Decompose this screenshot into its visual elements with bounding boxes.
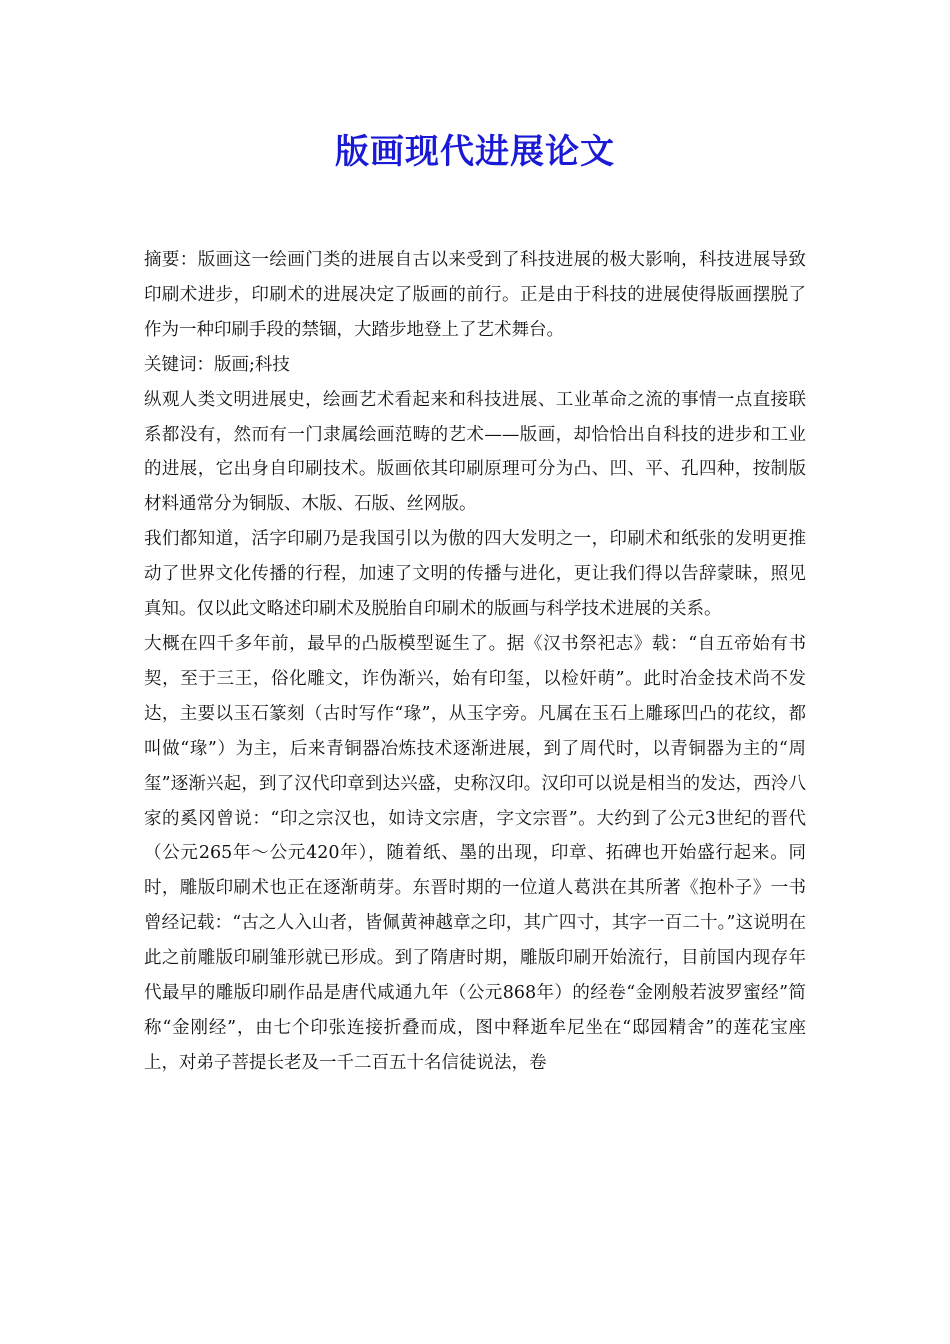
body-paragraph-printing: 我们都知道，活字印刷乃是我国引以为傲的四大发明之一，印刷术和纸张的发明更推动了世界文化传播的行程，加速了文明的传播与进化，更让我们得以告辞蒙昧，照见真知。仅以此文略述印刷术及脱胎自印刷术的版画与科学技术进展的关系。 xyxy=(144,529,806,620)
document-body xyxy=(144,243,806,1081)
body-paragraph-history: 大概在四千多年前，最早的凸版模型诞生了。据《汉书祭祀志》载：“自五帝始有书契，至于三王，俗化雕文，诈伪渐兴，始有印玺，以检奸萌”。此时冶金技术尚不发达，主要以玉石篆刻（古时写作“瑑”，从玉字旁。凡属在玉石上雕琢凹凸的花纹，都叫做“瑑”）为主，后来青铜器冶炼技术逐渐进展，到了周代时，以青铜器为主的“周玺”逐渐兴起，到了汉代印章到达兴盛，史称汉印。汉印可以说是相当的发达，西泠八家的奚冈曾说：“印之宗汉也，如诗文宗唐，字文宗晋”。大约到了公元3世纪的晋代（公元265年～公元420年），随着纸、墨的出现，印章、拓碑也开始盛行起来。同时，雕版印刷术也正在逐渐萌芽。东晋时期的一位道人葛洪在其所著《抱朴子》一书曾经记载：“古之人入山者，皆佩黄神越章之印，其广四寸，其字一百二十。”这说明在此之前雕版印刷雏形就已形成。到了隋唐时期，雕版印刷开始流行，目前国内现存年代最早的雕版印刷作品是唐代咸通九年（公元868年）的经卷“金刚般若波罗蜜经”简称“金刚经”，由七个印张连接折叠而成，图中释逝牟尼坐在“邸园精舍”的莲花宝座上，对弟子菩提长老及一千二百五十名信徒说法，卷 xyxy=(144,633,806,1073)
body-paragraph-intro: 纵观人类文明进展史，绘画艺术看起来和科技进展、工业革命之流的事情一点直接联系都没有，然而有一门隶属绘画范畴的艺术——版画，却恰恰出自科技的进步和工业的进展，它出身自印刷技术。版画依其印刷原理可分为凸、凹、平、孔四种，按制版材料通常分为铜版、木版、石版、丝网版。 xyxy=(144,389,806,515)
document-title: 版画现代进展论文 xyxy=(335,132,615,172)
keywords-paragraph: 关键词：版画;科技 xyxy=(144,354,290,375)
abstract-paragraph: 摘要：版画这一绘画门类的进展自古以来受到了科技进展的极大影响，科技进展导致印刷术进步，印刷术的进展决定了版画的前行。正是由于科技的进展使得版画摆脱了作为一种印刷手段的禁锢，大踏步地登上了艺术舞台。 xyxy=(144,250,806,340)
